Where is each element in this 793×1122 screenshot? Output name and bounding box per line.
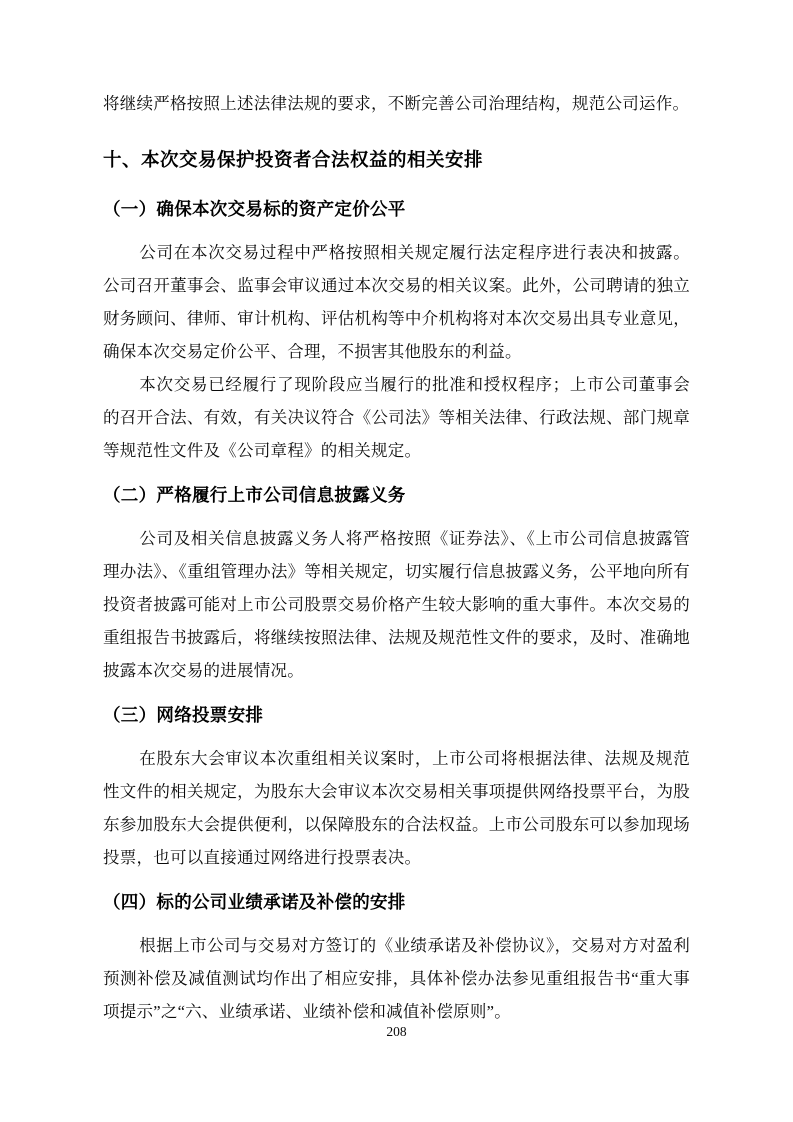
section-1-paragraph-2: 本次交易已经履行了现阶段应当履行的批准和授权程序；上市公司董事会的召开合法、有效，有关决议符合《公司法》等相关法律、行政法规、部门规章等规范性文件及《公司章程》的相关规定。 [103,375,690,460]
section-2-paragraph-1: 公司及相关信息披露义务人将严格按照《证券法》、《上市公司信息披露管理办法》、《重组管理办法》等相关规定，切实履行信息披露义务，公平地向所有投资者披露可能对上市公司股票交易价格产生较大影响的重大事件。本次交易的重组报告书披露后，将继续按照法律、法规及规范性文件的要求，及时、准确地披露本次交易的进展情况。 [103,529,690,680]
section-4-paragraph-1: 根据上市公司与交易对方签订的《业绩承诺及补偿协议》，交易对方对盈利预测补偿及减值测试均作出了相应安排，具体补偿办法参见重组报告书“重大事项提示”之“六、业绩承诺、业绩补偿和减值补偿原则”。 [103,936,690,1021]
section-3-paragraph-1: 在股东大会审议本次重组相关议案时，上市公司将根据法律、法规及规范性文件的相关规定，为股东大会审议本次交易相关事项提供网络投票平台，为股东参加股东大会提供便利，以保障股东的合法权益。上市公司股东可以参加现场投票，也可以直接通过网络进行投票表决。 [103,749,690,867]
chapter-heading: 十、本次交易保护投资者合法权益的相关安排 [103,149,484,170]
section-information-disclosure [103,483,690,687]
section-performance-commitment [103,890,690,1028]
section-4-heading: （四）标的公司业绩承诺及补偿的安排 [103,892,406,912]
section-3-heading: （三）网络投票安排 [103,705,264,725]
section-online-voting [103,703,690,874]
section-asset-pricing [103,197,690,467]
page-number: 208 [386,1024,407,1039]
section-2-heading: （二）严格履行上市公司信息披露义务 [103,485,406,505]
continuation-paragraph: 将继续严格按照上述法律法规的要求，不断完善公司治理结构，规范公司运作。 [103,94,690,113]
section-1-paragraph-1: 公司在本次交易过程中严格按照相关规定履行法定程序进行表决和披露。公司召开董事会、监事会审议通过本次交易的相关议案。此外，公司聘请的独立财务顾问、律师、审计机构、评估机构等中介机构将对本次交易出具专业意见，确保本次交易定价公平、合理，不损害其他股东的利益。 [103,243,690,361]
section-1-heading: （一）确保本次交易标的资产定价公平 [103,199,406,219]
